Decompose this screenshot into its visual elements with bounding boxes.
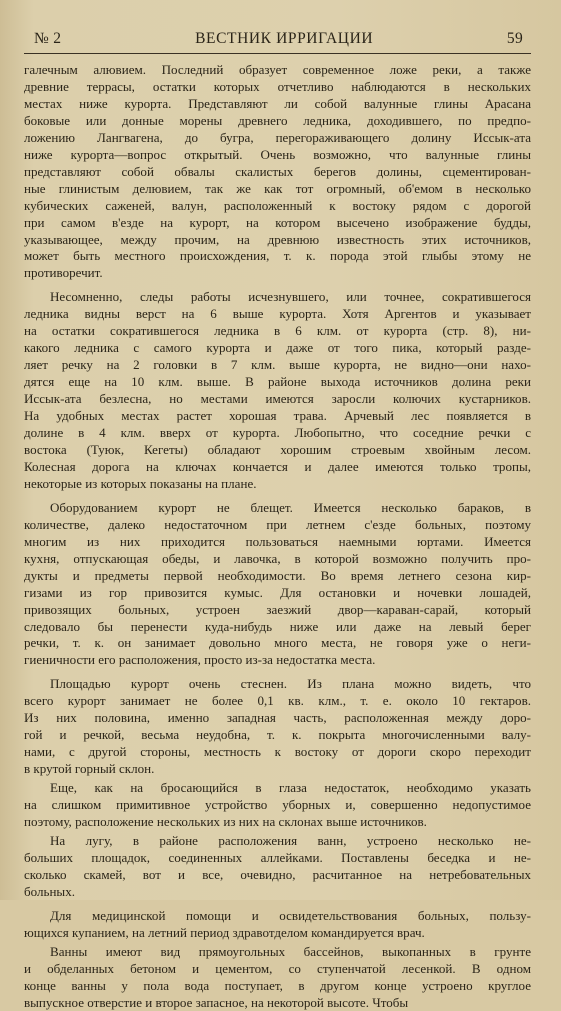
text-line: нами, с другой стороны, местность к востоку от дороги скоро переходит [24, 744, 531, 760]
paragraph [24, 676, 531, 778]
paragraph-gap [24, 901, 531, 908]
issue-number: № 2 [34, 30, 62, 47]
text-line: древние террасы, остатки которых отчетливо наблюдаются в нескольких [24, 78, 531, 94]
running-header [24, 24, 531, 54]
text-line: Из них половина, именно западная часть, расположенная между доро- [24, 710, 531, 726]
text-line: ющихся купанием, на летний период здравотделом командируется врач. [24, 924, 425, 940]
text-line: На удобных местах растет хорошая трава. Арчевый лес появляется в [24, 408, 531, 424]
paragraph-gap [24, 282, 531, 289]
paragraph [24, 780, 531, 831]
paragraph [24, 908, 531, 942]
text-line: в крутой горный склон. [24, 761, 155, 777]
paragraph [24, 62, 531, 282]
text-line: боковые или донные морены древнего ледника, доходившего, по предпо- [24, 112, 531, 128]
text-line: речки, т. к. он занимает довольно много места, не говоря уже о неги- [24, 635, 531, 651]
journal-title: ВЕСТНИК ИРРИГАЦИИ [195, 30, 374, 47]
text-line: может быть местного происхождения, т. к. порода этой глыбы этому не [24, 248, 531, 264]
text-line: ложению Лангвагена, до бугра, перегораживающего долину Иссык-ата [24, 129, 531, 145]
paragraph [24, 289, 531, 492]
page-number: 59 [506, 30, 523, 47]
article-body [24, 62, 531, 1011]
paragraph-gap [24, 669, 531, 676]
text-line: Несомненно, следы работы исчезнувшего, или точнее, сократившегося [50, 289, 531, 305]
text-line: галечным алювием. Последний образует современное ложе реки, а также [24, 62, 531, 77]
text-line: противоречит. [24, 265, 103, 281]
text-line: и обделанных бетоном и цементом, со ступенчатой лесенкой. В одном [24, 960, 531, 976]
text-line: ляет речку на 2 головки в 7 клм. выше курорта, не видно—они нахо- [24, 357, 531, 373]
text-line: количестве, далеко недостаточном при летнем с'езде больных, поэтому [24, 516, 531, 532]
text-line: гизами из гор привозится кумыс. Для остановки и ночевки лошадей, [24, 584, 531, 600]
text-line: ледника видны верст на 6 выше курорта. Хотя Аргентов и указывает [24, 306, 531, 322]
text-line: дятся еще на 10 клм. выше. В районе выхода источников долина реки [24, 374, 531, 390]
paragraph-gap [24, 493, 531, 500]
text-line: поэтому, расположение нескольких из них на склонах выше источников. [24, 813, 427, 829]
text-line: кубических саженей, валун, расположенный к востоку рядом с дорогой [24, 197, 531, 213]
text-line: Колесная дорога на ключах кончается и далее имеются только тропы, [24, 458, 531, 474]
paragraph [24, 944, 531, 1011]
text-line: больших площадок, соединенных аллейками. Поставлены беседка и не- [24, 849, 531, 865]
paragraph [24, 833, 531, 901]
text-line: Площадью курорт очень стеснен. Из плана можно видеть, что [50, 676, 531, 692]
text-line: долине в 4 клм. вверх от курорта. Любопытно, что соседние речки с [24, 425, 531, 441]
text-line: Еще, как на бросающийся в глаза недостаток, необходимо указать [50, 780, 531, 796]
text-line: указывающее, между прочим, на древнюю известность этих источников, [24, 231, 531, 247]
text-line: многим из них приходится пользоваться наемными юртами. Имеется [24, 533, 531, 549]
text-line: на остатки сократившегося ледника в 6 клм. от курорта (стр. 8), ни- [24, 323, 531, 339]
text-line: Оборудованием курорт не блещет. Имеется несколько бараков, в [50, 499, 531, 515]
text-line: гиеничности его расположения, просто из-за недостатка места. [24, 652, 376, 668]
text-line: Для медицинской помощи и освидетельствования больных, пользу- [50, 907, 531, 923]
text-line: Ванны имеют вид прямоугольных бассейнов, выкопанных в грунте [50, 943, 531, 959]
text-line: ниже курорта—вопрос открытый. Очень возможно, что валунные глины [24, 146, 531, 162]
text-line: кухня, отпускающая обеды, и лавочка, в которой возможно получить про- [24, 550, 531, 566]
text-line: выпускное отверстие и второе запасное, на некоторой высоте. Чтобы [24, 994, 409, 1010]
text-line: некоторые из которых показаны на плане. [24, 475, 257, 491]
text-line: На лугу, в районе расположения ванн, устроено несколько не- [50, 832, 531, 848]
text-line: представляют собой обвалы скалистых берегов долины, сцементирован- [24, 163, 531, 179]
text-line: больных. [24, 883, 75, 899]
text-line: местах ниже курорта. Представляют ли собой валунные глины Арасана [24, 95, 531, 111]
text-line: привозящих больных, устроен заезжий двор—караван-сарай, который [24, 601, 531, 617]
text-line: востока (Туюк, Кегеты) обладают хорошим строевым хвойным лесом. [24, 441, 531, 457]
text-line: на слишком примитивное устройство уборных и, совершенно недопустимое [24, 797, 531, 813]
text-line: при самом в'езде на курорт, на котором высечено изображение будды, [24, 214, 531, 230]
text-line: конце ванны у пола вода поступает, в другом конце устроено круглое [24, 977, 531, 993]
text-line: ные глинистым делювием, так же как тот огромный, об'емом в несколько [24, 180, 531, 196]
text-line: сколько скамей, вот и все, очевидно, расчитанное на нетребовательных [24, 866, 531, 882]
text-line: дукты и предметы первой необходимости. Во время летнего сезона кир- [24, 567, 531, 583]
text-line: следовало бы перенести куда-нибудь ниже или даже на левый берег [24, 618, 531, 634]
text-line: какого ледника с самого курорта и даже от того пика, который разде- [24, 340, 531, 356]
text-line: гой и речкой, весьма неудобна, т. к. покрыта многочисленными валу- [24, 727, 531, 743]
text-line: Иссык-ата безлесна, но местами имеются заросли колючих кустарников. [24, 391, 531, 407]
paragraph [24, 500, 531, 670]
text-line: всего курорт занимает не более 0,1 кв. клм., т. е. около 10 гектаров. [24, 693, 531, 709]
